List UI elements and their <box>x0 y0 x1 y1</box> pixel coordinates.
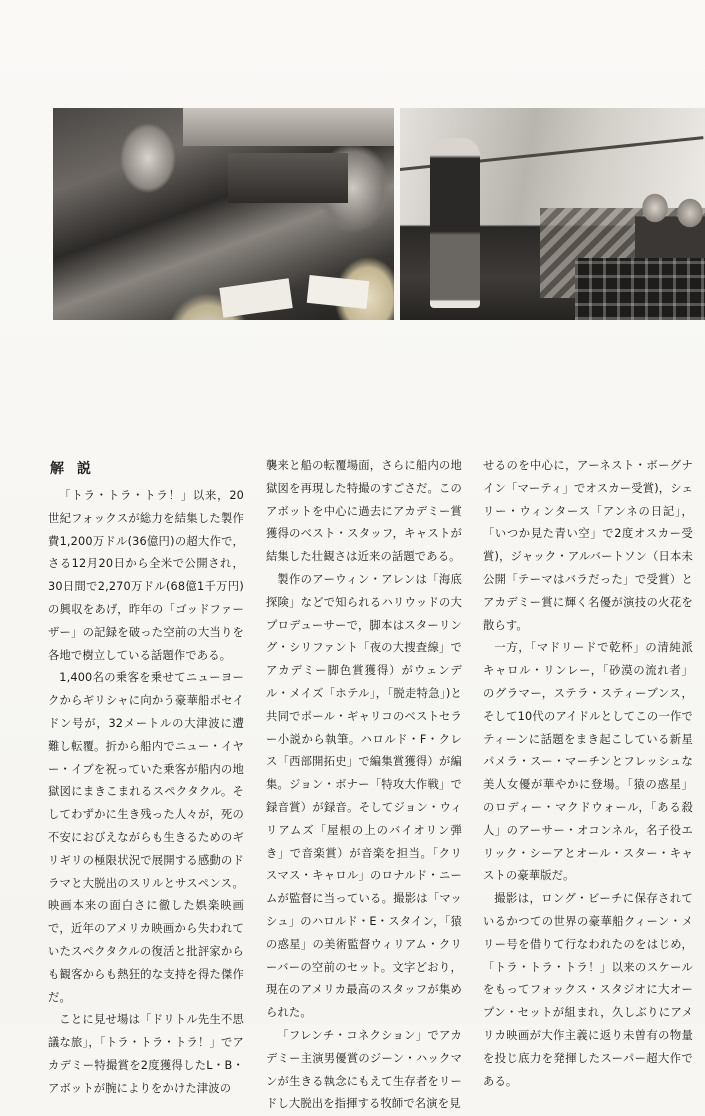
walking-man <box>430 138 480 308</box>
paragraph: 撮影は，ロング・ビーチに保存されているかつての世界の豪華船クィーン・メリー号を借りて行なわれたのをはじめ，「トラ・トラ・トラ！」以来のスケールをもってフォックス・スタジオに大オープン・セットが組まれ，久しぶりにアメリカ映画が大作主義に返り未曽有の物量を投じ底力を発揮したスーパー超大作である。 <box>483 892 693 1088</box>
paper-sheet <box>219 278 292 317</box>
paragraph: 一方，「マドリードで乾杯」の清純派キャロル・リンレー，「砂漠の流れ者」のグラマー，ステラ・スティーブンス，そして10代のアイドルとしてこの一作でティーンに話題をまき起こしている新星パメラ・スー・マーチンとフレッシュな美人女優が華やかに登場。「猿の惑星」のロディー・マクドウォール，「ある殺人」のアーサー・オコンネル，名子役エリック・シーアとオール・スター・キャストの豪華版だ。 <box>483 641 693 883</box>
paragraph: 1,400名の乗客を乗せてニューヨークからギリシャに向かう豪華船ポセイドン号が，32メートルの大津波に遭難し転覆。折から船内でニュー・イヤー・イブを祝っていた乗客が船内の地獄図にまきこまれるスペクタクル。そしてわずかに生き残った人々が，死の不安におびえながらも生きるためのギリギリの極限状況で展開する感動のドラマと大脱出のスリルとサスペンス。映画本来の面白さに徹した娯楽映画で，近年のアメリカ映画から失われていたスペクタクルの復活と批評家からも観客からも熱狂的な支持を得た傑作だ。 <box>48 671 244 1004</box>
cabin-ceiling <box>183 108 394 146</box>
seated-passengers <box>635 188 705 268</box>
article-column-2 <box>266 455 462 1116</box>
paragraph: 襲来と船の転覆場面，さらに船内の地獄図を再現した特撮のすごさだ。このアボットを中心に過去にアカデミー賞獲得のベスト・スタッフ，キャストが結集した壮観さは近来の話題である。 <box>266 459 462 564</box>
commentary-article <box>48 455 693 1111</box>
cabin-cabinet <box>228 153 348 203</box>
film-still-deck-scene <box>400 108 705 320</box>
article-heading: 解 説 <box>50 461 95 477</box>
plaid-blanket <box>575 258 705 320</box>
paper-sheet <box>307 275 370 309</box>
article-column-3 <box>483 455 693 1093</box>
paragraph: 「トラ・トラ・トラ！」以来，20世紀フォックスが総力を結集した製作費1,200万ドル(36億円)の超大作で，さる12月20日から全米で公開され，30日間で2,270万ドル(68億1千万円)の興収をあげ，昨年の「ゴッドファーザー」の記録を破った空前の大当りを各地で樹立している話題作である。 <box>48 489 244 662</box>
paragraph: 製作のアーウィン・アレンは「海底探険」などで知られるハリウッドの大プロデューサーで，脚本はスターリング・シリファント「夜の大捜査線」でアカデミー脚色賞獲得）がウェンデル・メイズ「ホテル」，「脱走特急」)と共同でポール・ギャリコのベストセラー小説から執筆。ハロルド・F・クレス「西部開拓史」で編集賞獲得）が編集。ジョン・ボナー「特攻大作戦」で録音賞）が録音。そしてジョン・ウィリアムズ「屋根の上のバイオリン弾き」で音楽賞）が音楽を担当。「クリスマス・キャロル」のロナルド・ニームが監督に当っている。撮影は「マッシュ」のハロルド・E・スタイン，「猿の惑星」の美術監督ウィリアム・クリーバーの空前のセット。文字どおり，現在のアメリカ最高のスタッフが集められた。 <box>266 572 462 1020</box>
article-column-1 <box>48 455 244 1101</box>
paragraph: ことに見せ場は「ドリトル先生不思議な旅」，「トラ・トラ・トラ！」でアカデミー特撮賞を2度獲得したL・B・アボットが腕によりをかけた津波の <box>48 1013 244 1095</box>
paragraph: 「フレンチ・コネクション」でアカデミー主演男優賞のジーン・ハックマンが生きる執念にもえて生存者をリードし大脱出を指揮する牧師で名演を見 <box>266 1028 462 1111</box>
paragraph: せるのを中心に，アーネスト・ボーグナイン「マーティ」でオスカー受賞)，シェリー・ウィンタース「アンネの日記」，「いつか見た青い空」で2度オスカー受賞)，ジャック・アルバートソン（日本未公開「テーマはバラだった」で受賞）とアカデミー賞に輝く名優が演技の火花を散らす。 <box>483 459 693 632</box>
film-still-cabin-scene <box>53 108 394 320</box>
